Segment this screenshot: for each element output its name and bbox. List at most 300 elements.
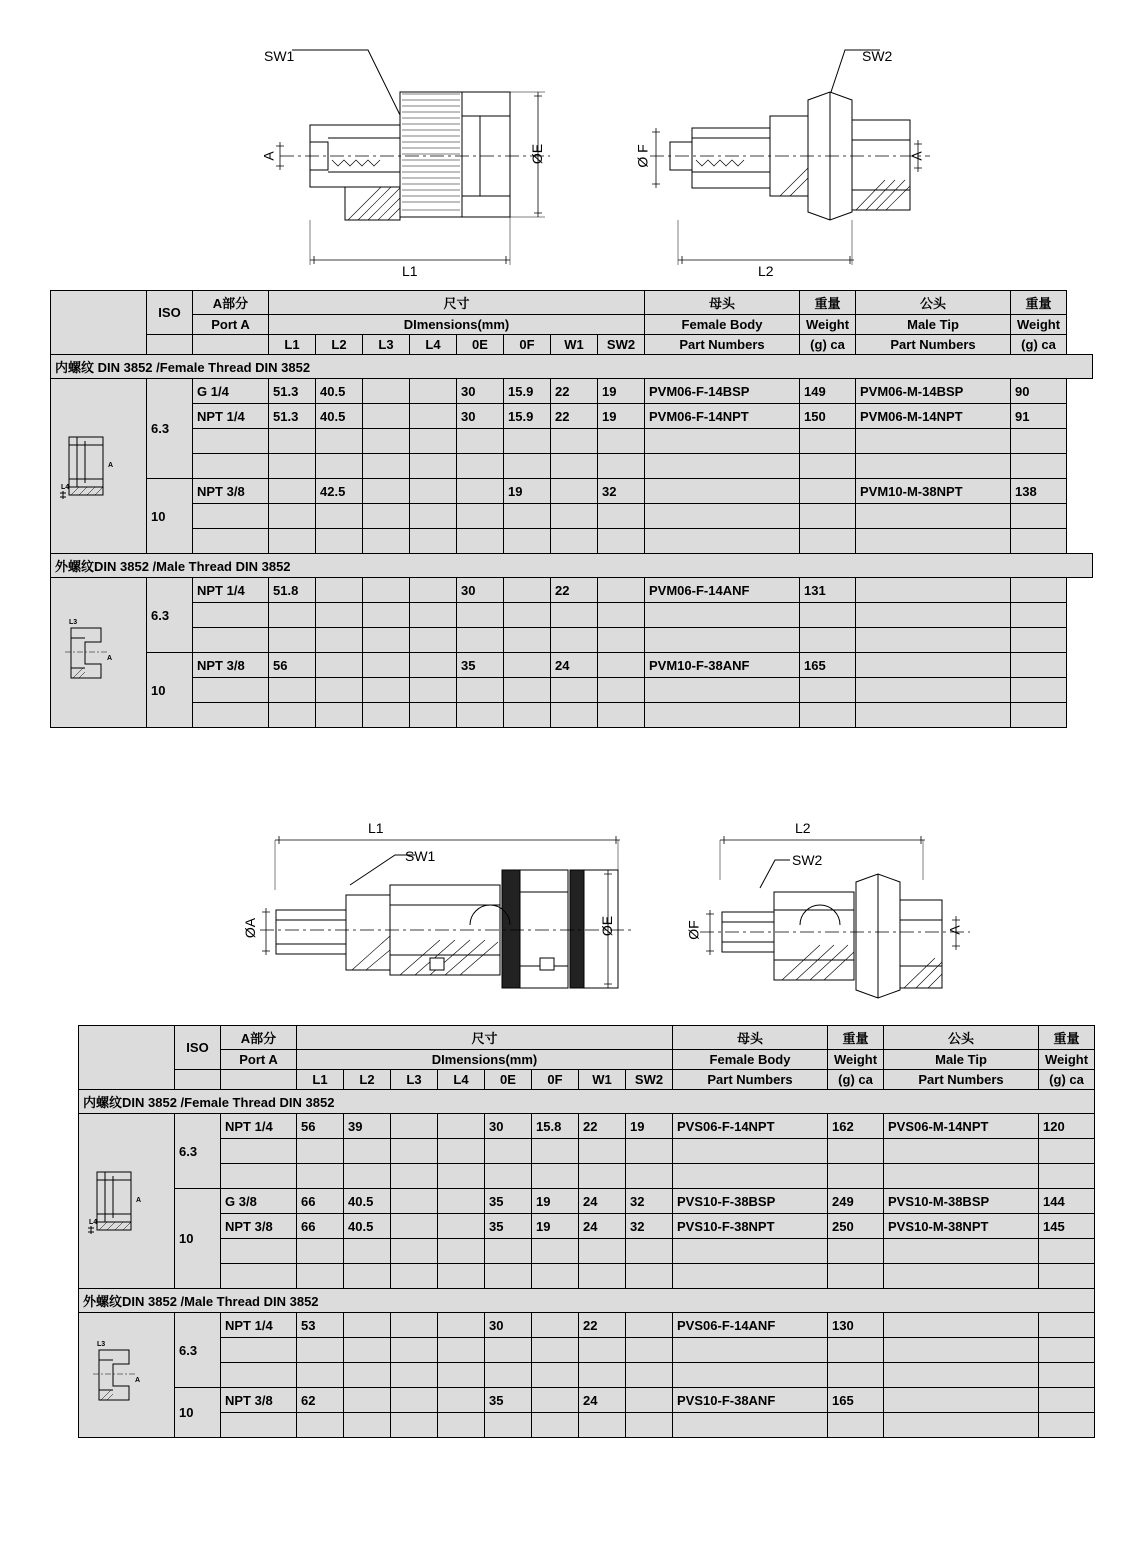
cell-porta [193, 703, 269, 728]
cell-female-weight [828, 1164, 884, 1189]
cell-f [532, 1264, 579, 1289]
iso-value: 10 [147, 653, 193, 728]
cell-l4 [438, 1139, 485, 1164]
cell-female-part [673, 1338, 828, 1363]
cell-f [532, 1239, 579, 1264]
cell-l3 [391, 1139, 438, 1164]
header-dimensions-en: DImensions(mm) [297, 1050, 673, 1070]
header-col-0e: 0E [485, 1070, 532, 1090]
label-l1: L1 [402, 263, 418, 279]
label-sw2: SW2 [792, 852, 823, 868]
header-porta-cn: A部分 [193, 291, 269, 315]
cell-female-weight: 162 [828, 1114, 884, 1139]
cell-female-weight: 165 [800, 653, 856, 678]
cell-l4 [438, 1413, 485, 1438]
header-dimensions-cn: 尺寸 [297, 1026, 673, 1050]
cell-w1: 24 [551, 653, 598, 678]
cell-l1 [269, 603, 316, 628]
cell-e [457, 454, 504, 479]
cell-porta [221, 1164, 297, 1189]
table-row [51, 628, 1093, 653]
cell-sw2 [598, 429, 645, 454]
header-col-l3: L3 [391, 1070, 438, 1090]
cell-male-part: PVS06-M-14NPT [884, 1114, 1039, 1139]
cell-male-weight [1011, 504, 1067, 529]
cell-e [457, 529, 504, 554]
header-porta-cn: A部分 [221, 1026, 297, 1050]
cell-f [504, 678, 551, 703]
cell-w1 [579, 1363, 626, 1388]
cell-l3 [391, 1338, 438, 1363]
table-row [79, 1164, 1095, 1189]
cell-male-weight: 90 [1011, 379, 1067, 404]
cell-e [485, 1413, 532, 1438]
cell-male-weight [1011, 429, 1067, 454]
cell-female-weight [828, 1239, 884, 1264]
cell-male-part [856, 703, 1011, 728]
cell-male-weight: 144 [1039, 1189, 1095, 1214]
table-row [51, 429, 1093, 454]
cell-male-weight: 91 [1011, 404, 1067, 429]
cell-porta: NPT 1/4 [193, 578, 269, 603]
cell-female-part [645, 628, 800, 653]
cell-male-weight: 120 [1039, 1114, 1095, 1139]
cell-w1 [551, 628, 598, 653]
cell-l3 [391, 1114, 438, 1139]
cell-female-weight [800, 479, 856, 504]
header-male-part: Part Numbers [856, 335, 1011, 355]
cell-sw2: 32 [598, 479, 645, 504]
cell-l2 [316, 454, 363, 479]
cell-e [485, 1139, 532, 1164]
label-sw1: SW1 [264, 48, 295, 64]
cell-male-part: PVS10-M-38BSP [884, 1189, 1039, 1214]
cell-sw2 [626, 1363, 673, 1388]
header-weight-en: Weight [800, 315, 856, 335]
cell-porta: G 3/8 [221, 1189, 297, 1214]
cell-male-weight [1011, 578, 1067, 603]
port-a-diagram [79, 1313, 175, 1438]
cell-sw2 [626, 1164, 673, 1189]
cell-l4 [410, 404, 457, 429]
header-col-l4: L4 [410, 335, 457, 355]
cell-male-weight [1011, 454, 1067, 479]
cell-female-part [645, 429, 800, 454]
table-row [79, 1139, 1095, 1164]
cell-w1: 22 [551, 578, 598, 603]
cell-w1 [551, 504, 598, 529]
header-col-sw2: SW2 [626, 1070, 673, 1090]
table-row [79, 1363, 1095, 1388]
cell-porta [193, 628, 269, 653]
cell-l2: 40.5 [316, 404, 363, 429]
cell-l1 [269, 703, 316, 728]
cell-female-weight: 165 [828, 1388, 884, 1413]
cell-f [532, 1313, 579, 1338]
label-sw1: SW1 [405, 848, 436, 864]
header-weight2-en: Weight [1039, 1050, 1095, 1070]
cell-female-weight [828, 1338, 884, 1363]
cell-female-part [645, 678, 800, 703]
cell-porta [221, 1239, 297, 1264]
cell-female-part [645, 454, 800, 479]
cell-l4 [438, 1388, 485, 1413]
cell-e: 30 [457, 578, 504, 603]
header-porta-blank [193, 335, 269, 355]
cell-female-weight [800, 529, 856, 554]
cell-l2: 42.5 [316, 479, 363, 504]
cell-male-part: PVM10-M-38NPT [856, 479, 1011, 504]
label-l2: L2 [795, 820, 811, 836]
cell-l1 [269, 678, 316, 703]
cell-male-weight [1039, 1388, 1095, 1413]
header-col-l2: L2 [316, 335, 363, 355]
cell-l3 [363, 429, 410, 454]
label-a: A [260, 151, 277, 161]
header-col-l1: L1 [269, 335, 316, 355]
cell-f [504, 653, 551, 678]
cell-l3 [391, 1363, 438, 1388]
cell-l4 [410, 653, 457, 678]
cell-l1 [297, 1139, 344, 1164]
drawing-top-right [630, 20, 940, 285]
cell-porta [221, 1413, 297, 1438]
header-weight-en: Weight [828, 1050, 884, 1070]
iso-value: 6.3 [147, 578, 193, 653]
cell-male-part [856, 429, 1011, 454]
cell-l1: 51.3 [269, 379, 316, 404]
cell-l2 [316, 578, 363, 603]
cell-male-part [884, 1338, 1039, 1363]
cell-porta [221, 1139, 297, 1164]
cell-female-part [645, 703, 800, 728]
cell-female-weight [800, 429, 856, 454]
cell-female-part [673, 1164, 828, 1189]
cell-sw2 [626, 1413, 673, 1438]
cell-sw2 [598, 653, 645, 678]
cell-l2 [316, 653, 363, 678]
header-col-l2: L2 [344, 1070, 391, 1090]
cell-l2: 40.5 [344, 1214, 391, 1239]
table-row [79, 1239, 1095, 1264]
cell-male-weight [1039, 1338, 1095, 1363]
cell-l2 [344, 1139, 391, 1164]
cell-female-part [645, 529, 800, 554]
table-row [51, 504, 1093, 529]
cell-sw2 [626, 1388, 673, 1413]
cell-f [504, 504, 551, 529]
cell-w1 [551, 529, 598, 554]
svg-text:L3: L3 [69, 618, 78, 626]
cell-l4 [410, 603, 457, 628]
cell-porta: NPT 1/4 [221, 1313, 297, 1338]
drawing-bottom-right [660, 800, 980, 1025]
header-male-part: Part Numbers [884, 1070, 1039, 1090]
cell-l1 [297, 1363, 344, 1388]
cell-female-weight [800, 454, 856, 479]
cell-female-part: PVM06-F-14ANF [645, 578, 800, 603]
table-row [79, 1313, 1095, 1338]
header-weight-unit: (g) ca [828, 1070, 884, 1090]
cell-sw2 [626, 1313, 673, 1338]
cell-l2 [344, 1313, 391, 1338]
cell-porta [221, 1363, 297, 1388]
cell-porta [193, 429, 269, 454]
cell-l1: 56 [297, 1114, 344, 1139]
header-weight2-en: Weight [1011, 315, 1067, 335]
cell-porta [193, 504, 269, 529]
header-female-part: Part Numbers [673, 1070, 828, 1090]
cell-w1 [551, 678, 598, 703]
cell-w1 [579, 1139, 626, 1164]
header-porta-en: Port A [193, 315, 269, 335]
cell-male-weight [1011, 529, 1067, 554]
cell-porta: NPT 3/8 [193, 653, 269, 678]
cell-sw2 [598, 529, 645, 554]
cell-f [504, 628, 551, 653]
drawing-bottom-left [240, 800, 640, 1025]
header-col-w1: W1 [551, 335, 598, 355]
cell-l4 [410, 703, 457, 728]
cell-l3 [363, 404, 410, 429]
cell-l3 [391, 1388, 438, 1413]
cell-sw2 [598, 578, 645, 603]
cell-l4 [410, 504, 457, 529]
table-row [79, 1189, 1095, 1214]
cell-female-weight [800, 603, 856, 628]
port-a-diagram [51, 578, 147, 728]
cell-f [532, 1164, 579, 1189]
cell-l2 [316, 703, 363, 728]
cell-l3 [363, 504, 410, 529]
label-l2: L2 [758, 263, 774, 279]
header-col-l1: L1 [297, 1070, 344, 1090]
cell-l1 [297, 1164, 344, 1189]
cell-l3 [363, 379, 410, 404]
label-oa: ØA [242, 917, 259, 939]
svg-text:A: A [107, 654, 113, 662]
cell-e [457, 504, 504, 529]
cell-sw2 [626, 1139, 673, 1164]
cell-l1 [269, 429, 316, 454]
cell-e: 35 [485, 1388, 532, 1413]
cell-female-part [645, 504, 800, 529]
cell-porta [193, 678, 269, 703]
section-title: 内螺纹 DIN 3852 /Female Thread DIN 3852 [51, 355, 1093, 379]
cell-male-part [856, 454, 1011, 479]
cell-male-weight [1039, 1313, 1095, 1338]
dimensions-table-1 [50, 290, 1093, 728]
header-iso: ISO [175, 1026, 221, 1070]
cell-male-part: PVM06-M-14BSP [856, 379, 1011, 404]
cell-male-weight [1011, 653, 1067, 678]
cell-porta: NPT 3/8 [221, 1214, 297, 1239]
svg-text:A: A [136, 1197, 142, 1204]
cell-l4 [438, 1338, 485, 1363]
cell-male-part [884, 1239, 1039, 1264]
cell-l2 [344, 1363, 391, 1388]
header-male-en: Male Tip [856, 315, 1011, 335]
cell-f [532, 1388, 579, 1413]
cell-female-part: PVS10-F-38NPT [673, 1214, 828, 1239]
cell-e [485, 1264, 532, 1289]
cell-l2: 40.5 [344, 1189, 391, 1214]
cell-l4 [438, 1363, 485, 1388]
header-picture [79, 1026, 175, 1090]
header-weight-cn: 重量 [800, 291, 856, 315]
cell-female-part: PVM06-F-14BSP [645, 379, 800, 404]
cell-w1 [579, 1338, 626, 1363]
header-porta-en: Port A [221, 1050, 297, 1070]
cell-male-weight [1039, 1363, 1095, 1388]
cell-male-part [884, 1313, 1039, 1338]
cell-e [457, 678, 504, 703]
cell-l4 [410, 628, 457, 653]
table-row [51, 529, 1093, 554]
cell-w1: 22 [579, 1313, 626, 1338]
table-row [79, 1413, 1095, 1438]
header-picture [51, 291, 147, 355]
cell-l2 [316, 678, 363, 703]
cell-l2 [344, 1388, 391, 1413]
cell-e [485, 1338, 532, 1363]
cell-e [485, 1164, 532, 1189]
cell-w1 [551, 479, 598, 504]
cell-female-weight: 130 [828, 1313, 884, 1338]
table-row [51, 603, 1093, 628]
cell-l1: 56 [269, 653, 316, 678]
cell-l1 [297, 1338, 344, 1363]
cell-l2 [344, 1264, 391, 1289]
cell-l4 [438, 1189, 485, 1214]
header-female-cn: 母头 [673, 1026, 828, 1050]
cell-l4 [410, 429, 457, 454]
cell-f: 19 [532, 1214, 579, 1239]
cell-e: 30 [457, 379, 504, 404]
cell-sw2 [598, 628, 645, 653]
cell-w1 [551, 603, 598, 628]
cell-e: 35 [457, 653, 504, 678]
cell-l4 [438, 1239, 485, 1264]
cell-e [485, 1363, 532, 1388]
cell-male-part [856, 628, 1011, 653]
cell-female-weight [800, 703, 856, 728]
cell-w1: 22 [551, 404, 598, 429]
header-col-w1: W1 [579, 1070, 626, 1090]
label-l1: L1 [368, 820, 384, 836]
header-weight-unit: (g) ca [800, 335, 856, 355]
cell-w1 [551, 703, 598, 728]
header-col-0f: 0F [532, 1070, 579, 1090]
cell-male-weight [1011, 603, 1067, 628]
cell-male-part [884, 1388, 1039, 1413]
cell-w1: 24 [579, 1214, 626, 1239]
header-weight2-cn: 重量 [1011, 291, 1067, 315]
header-dimensions-en: DImensions(mm) [269, 315, 645, 335]
header-weight2-unit: (g) ca [1011, 335, 1067, 355]
cell-female-part: PVS06-F-14NPT [673, 1114, 828, 1139]
svg-text:L4: L4 [89, 1219, 98, 1226]
cell-l1 [297, 1239, 344, 1264]
cell-l1 [269, 454, 316, 479]
cell-f [504, 454, 551, 479]
cell-porta: NPT 1/4 [221, 1114, 297, 1139]
cell-f: 19 [532, 1189, 579, 1214]
cell-l3 [391, 1239, 438, 1264]
cell-l3 [391, 1313, 438, 1338]
table-row [51, 404, 1093, 429]
header-female-cn: 母头 [645, 291, 800, 315]
cell-f: 15.9 [504, 379, 551, 404]
cell-l2 [344, 1239, 391, 1264]
cell-w1: 24 [579, 1189, 626, 1214]
cell-w1: 24 [579, 1388, 626, 1413]
cell-male-weight [1039, 1139, 1095, 1164]
cell-sw2 [626, 1264, 673, 1289]
header-weight2-cn: 重量 [1039, 1026, 1095, 1050]
cell-porta [221, 1338, 297, 1363]
table-row [51, 454, 1093, 479]
cell-l1 [269, 529, 316, 554]
cell-male-part [856, 529, 1011, 554]
section-title: 外螺纹DIN 3852 /Male Thread DIN 3852 [51, 554, 1093, 578]
cell-female-part: PVS06-F-14ANF [673, 1313, 828, 1338]
cell-f [532, 1139, 579, 1164]
cell-w1 [579, 1164, 626, 1189]
cell-male-part [856, 603, 1011, 628]
cell-l4 [410, 379, 457, 404]
cell-e [457, 479, 504, 504]
iso-value: 6.3 [175, 1114, 221, 1189]
header-weight-cn: 重量 [828, 1026, 884, 1050]
cell-w1 [551, 429, 598, 454]
cell-female-weight [800, 678, 856, 703]
cell-l2 [316, 429, 363, 454]
cell-l2: 40.5 [316, 379, 363, 404]
cell-female-weight [828, 1139, 884, 1164]
cell-male-part [856, 678, 1011, 703]
cell-l3 [363, 529, 410, 554]
section-title: 内螺纹DIN 3852 /Female Thread DIN 3852 [79, 1090, 1095, 1114]
table-row [79, 1338, 1095, 1363]
cell-l2 [316, 529, 363, 554]
port-a-diagram [51, 379, 147, 554]
cell-female-part [673, 1363, 828, 1388]
cell-l4 [410, 454, 457, 479]
cell-sw2 [598, 703, 645, 728]
cell-sw2 [626, 1338, 673, 1363]
cell-l4 [438, 1114, 485, 1139]
cell-sw2: 19 [626, 1114, 673, 1139]
cell-male-part [884, 1139, 1039, 1164]
cell-sw2: 32 [626, 1189, 673, 1214]
header-male-en: Male Tip [884, 1050, 1039, 1070]
cell-female-part [645, 479, 800, 504]
cell-sw2 [626, 1239, 673, 1264]
cell-l1: 66 [297, 1214, 344, 1239]
cell-l4 [438, 1164, 485, 1189]
cell-l3 [363, 603, 410, 628]
iso-value: 6.3 [175, 1313, 221, 1388]
cell-l2 [344, 1164, 391, 1189]
header-male-cn: 公头 [856, 291, 1011, 315]
label-oe: ØE [599, 915, 616, 937]
table-row [51, 379, 1093, 404]
cell-female-part [673, 1413, 828, 1438]
cell-female-weight [800, 504, 856, 529]
cell-f [504, 703, 551, 728]
cell-w1 [579, 1264, 626, 1289]
